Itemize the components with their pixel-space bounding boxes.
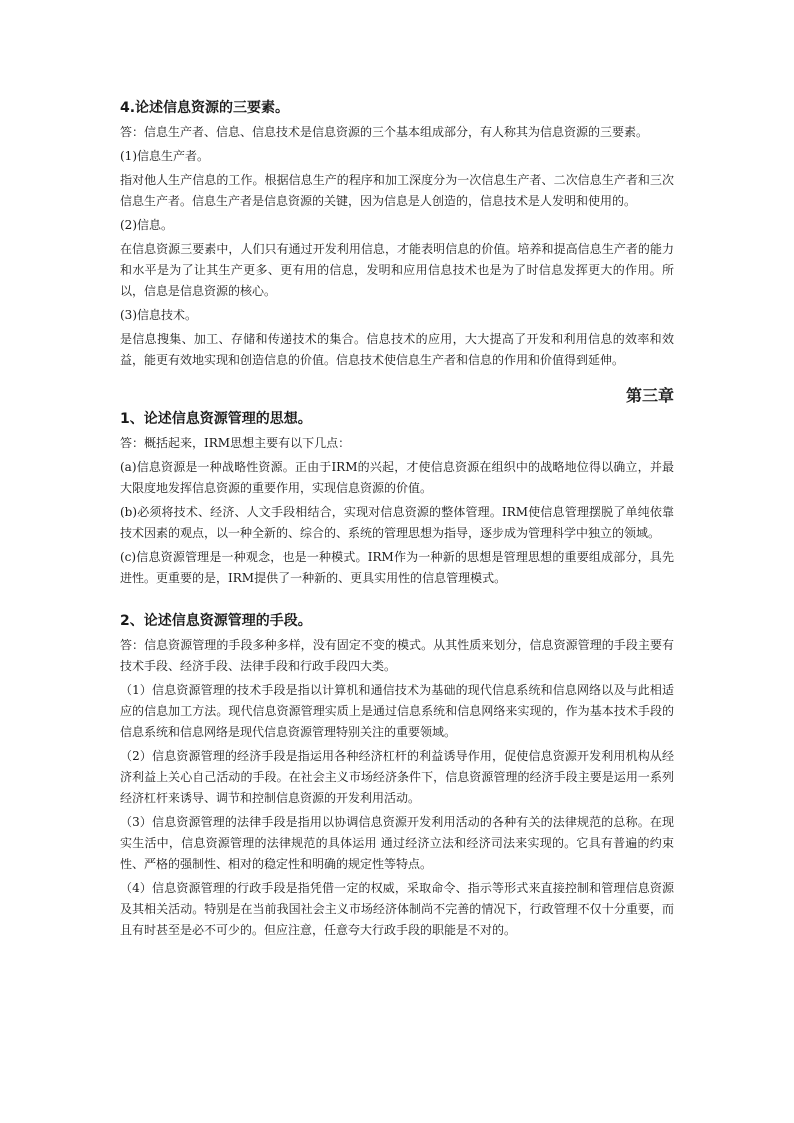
- paragraph: 答：信息资源管理的手段多种多样，没有固定不变的模式。从其性质来划分，信息资源管理的手段主要有技术手段、经济手段、法律手段和行政手段四大类。: [120, 638, 674, 673]
- section-title: 2、论述信息资源管理的手段。: [120, 613, 312, 629]
- paragraph: (c)信息资源管理是一种观念，也是一种模式。IRM作为一种新的思想是管理思想的重要组成部分，具先进性。更重要的是，IRM提供了一种新的、更具实用性的信息管理模式。: [120, 550, 674, 585]
- paragraph: 在信息资源三要素中，人们只有通过开发利用信息，才能表明信息的价值。培养和提高信息生产者的能力和水平是为了让其生产更多、更有用的信息，发明和应用信息技术也是为了时信息发挥更大的作用。所以，信息是信息资源的核心。: [120, 242, 674, 298]
- paragraph: (1)信息生产者。: [120, 149, 209, 163]
- document-content: [120, 98, 674, 941]
- section-three-elements: [120, 98, 674, 371]
- paragraph: 是信息搜集、加工、存储和传递技术的集合。信息技术的应用，大大提高了开发和利用信息的效率和效益，能更有效地实现和创造信息的价值。信息技术使信息生产者和信息的作用和价值得到延伸。: [120, 332, 674, 367]
- paragraph: （2）信息资源管理的经济手段是指运用各种经济杠杆的利益诱导作用，促使信息资源开发利用机构从经济利益上关心自己活动的手段。在社会主义市场经济条件下，信息资源管理的经济手段主要是运用一系列经济杠杆来诱导、调节和控制信息资源的开发利用活动。: [120, 749, 674, 805]
- paragraph: 指对他人生产信息的工作。根据信息生产的程序和加工深度分为一次信息生产者、二次信息生产者和三次信息生产者。信息生产者是信息资源的关键，因为信息是人创造的，信息技术是人发明和使用的。: [120, 173, 674, 208]
- section-irm-means: [120, 611, 674, 941]
- section-spacer: [120, 589, 674, 611]
- paragraph: (2)信息。: [120, 218, 173, 232]
- section-irm-thought: [120, 409, 674, 589]
- paragraph: (a)信息资源是一种战略性资源。正由于IRM的兴起，才使信息资源在组织中的战略地位得以确立，并最大限度地发挥信息资源的重要作用，实现信息资源的价值。: [120, 460, 674, 495]
- paragraph: （1）信息资源管理的技术手段是指以计算机和通信技术为基础的现代信息系统和信息网络以及与此相适应的信息加工方法。现代信息资源管理实质上是通过信息系统和信息网络来实现的，作为基本技术手段的信息系统和信息网络是现代信息资源管理特别关注的重要领域。: [120, 683, 674, 739]
- paragraph: （3）信息资源管理的法律手段是指用以协调信息资源开发利用活动的各种有关的法律规范的总称。在现实生活中，信息资源管理的法律规范的具体运用 通过经济立法和经济司法来实现的。它具有普遍的约束性、严格的强制性、相对的稳定性和明确的规定性等特点。: [120, 815, 674, 871]
- section-title: 4.论述信息资源的三要素。: [120, 100, 290, 116]
- paragraph: (3)信息技术。: [120, 308, 197, 322]
- section-title: 1、论述信息资源管理的思想。: [120, 411, 312, 427]
- paragraph: （4）信息资源管理的行政手段是指凭借一定的权威，采取命令、指示等形式来直接控制和管理信息资源及其相关活动。特别是在当前我国社会主义市场经济体制尚不完善的情况下，行政管理不仅十分重要，而且有时甚至是必不可少的。但应注意，任意夸大行政手段的职能是不对的。: [120, 881, 674, 937]
- chapter-title: 第三章: [625, 386, 674, 405]
- paragraph: 答：信息生产者、信息、信息技术是信息资源的三个基本组成部分，有人称其为信息资源的三要素。: [120, 125, 649, 139]
- paragraph: 答：概括起来，IRM思想主要有以下几点：: [120, 436, 351, 450]
- paragraph: (b)必须将技术、经济、人文手段相结合，实现对信息资源的整体管理。IRM使信息管理摆脱了单纯依靠技术因素的观点，以一种全新的、综合的、系统的管理思想为指导，逐步成为管理科学中独立的领域。: [120, 505, 674, 540]
